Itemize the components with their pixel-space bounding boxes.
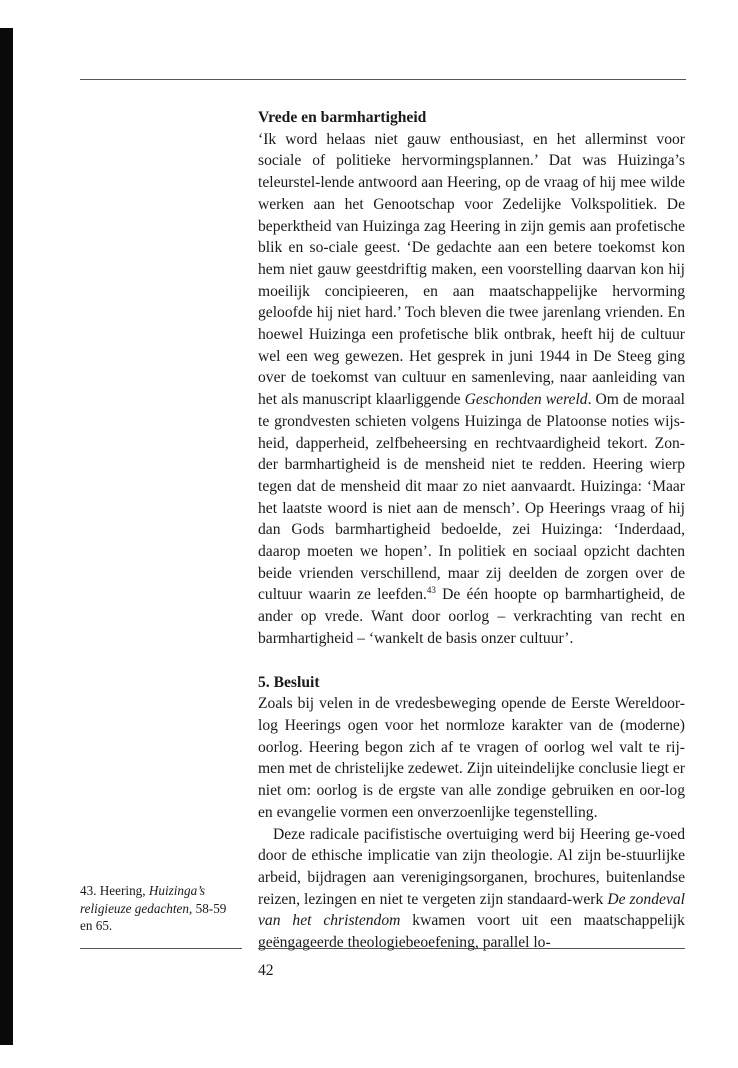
text-run: kwamen voort uit een maatschappelijk geëngageerde theologiebeoefening, parallel lo- — [258, 912, 685, 952]
section-heading-vrede: Vrede en barmhartigheid — [258, 109, 427, 126]
bottom-rule — [258, 948, 685, 949]
main-text-column — [258, 107, 685, 954]
binding-edge — [0, 28, 13, 1045]
top-rule — [80, 79, 686, 80]
paragraph-besluit-2 — [258, 824, 685, 954]
paragraph-besluit-1: Zoals bij velen in de vredesbeweging opende de Eerste Wereldoor-log Heerings ogen voor het normloze karakter van de (moderne) oorlog. Heering begon zich af te vragen of oorlog wel valt te rij-men met de christelijke zedewet. Zijn uiteindelijke conclusie liegt er niet om: oorlog is de ergste van alle zondige gebruiken en oor-log en evangelie vormen een onverzoenlijke tegenstelling. — [258, 695, 685, 821]
section-gap — [258, 650, 685, 672]
footnote-rule — [80, 948, 242, 949]
footnote-43 — [80, 882, 242, 935]
footnote-title: Huizinga’s religieuze gedachten — [80, 883, 206, 916]
text-run: Deze radicale pacifistische overtuiging werd bij Heering ge-voed door de ethische implicatie van zijn theologie. Al zijn be-stuurlijke arbeid, bijdragen aan verenigingsorganen, brochures, buitenlandse reizen, lezingen en niet te vergeten zijn standaard-werk — [258, 825, 685, 908]
footnote-number-author: 43. Heering, — [80, 883, 149, 898]
text-run: ‘Ik word helaas niet gauw enthousiast, en het allerminst voor sociale of politieke hervormingsplannen.’ Dat was Huizinga’s teleurstel-lende antwoord aan Heering, op de vraag of hij mee wilde werken aan het Genootschap voor Zedelijke Volkspolitiek. De beperktheid van Huizinga zag Heering in zijn gemis aan profetische blik en so-ciale geest. ‘De gedachte aan een betere toekomst kon hem niet gauw geestdriftig maken, een voorstelling daarvan kon hij moeilijk concipieeren, en aan maatschappelijke hervorming geloofde hij niet hard.’ Toch bleven die twee jarenlang vrienden. En hoewel Huizinga een profetische blik ontbrak, heeft hij de cultuur wel een weg gewezen. Het gesprek in juni 1944 in De Steeg ging over de toekomst van cultuur en samenleving, naar aanleiding van het als manuscript klaarliggende — [258, 130, 685, 409]
text-run: . Om de moraal te grondvesten schieten volgens Huizinga de Platoonse noties wijs-heid, dapperheid, zelfbeheersing en rechtvaardigheid tekort. Zon-der barmhartigheid is de mensheid niet te redden. Heering wierp tegen dat de mensheid dit maar zo niet aanvaardt. Huizinga: ‘Maar het laatste woord is niet aan de mensch’. Op Heerings vraag of hij dan Gods barmhartigheid bedoelde, zei Huizinga: ‘Inderdaad, daarop moeten we hopen’. In politiek en sociaal opzicht dachten beide vrienden verschillend, maar zij deelden de zorgen over de cultuur waarin ze leefden. — [258, 391, 685, 604]
book-title-zondeval: De zondeval van het christendom — [258, 890, 685, 930]
text-run: De één hoopte op barmhartigheid, de ander op vrede. Want door oorlog – verkrachting van recht en barmhartigheid – ‘wankelt de basis onzer cultuur’. — [258, 586, 685, 647]
paragraph-vrede — [258, 129, 685, 650]
section-heading-besluit: 5. Besluit — [258, 673, 320, 691]
footnote-marker: 43 — [426, 585, 436, 596]
footnote-pages: , 58-59 en 65. — [80, 900, 227, 933]
book-title-geschonden-wereld: Geschonden wereld — [464, 391, 588, 409]
page-number: 42 — [258, 962, 274, 979]
